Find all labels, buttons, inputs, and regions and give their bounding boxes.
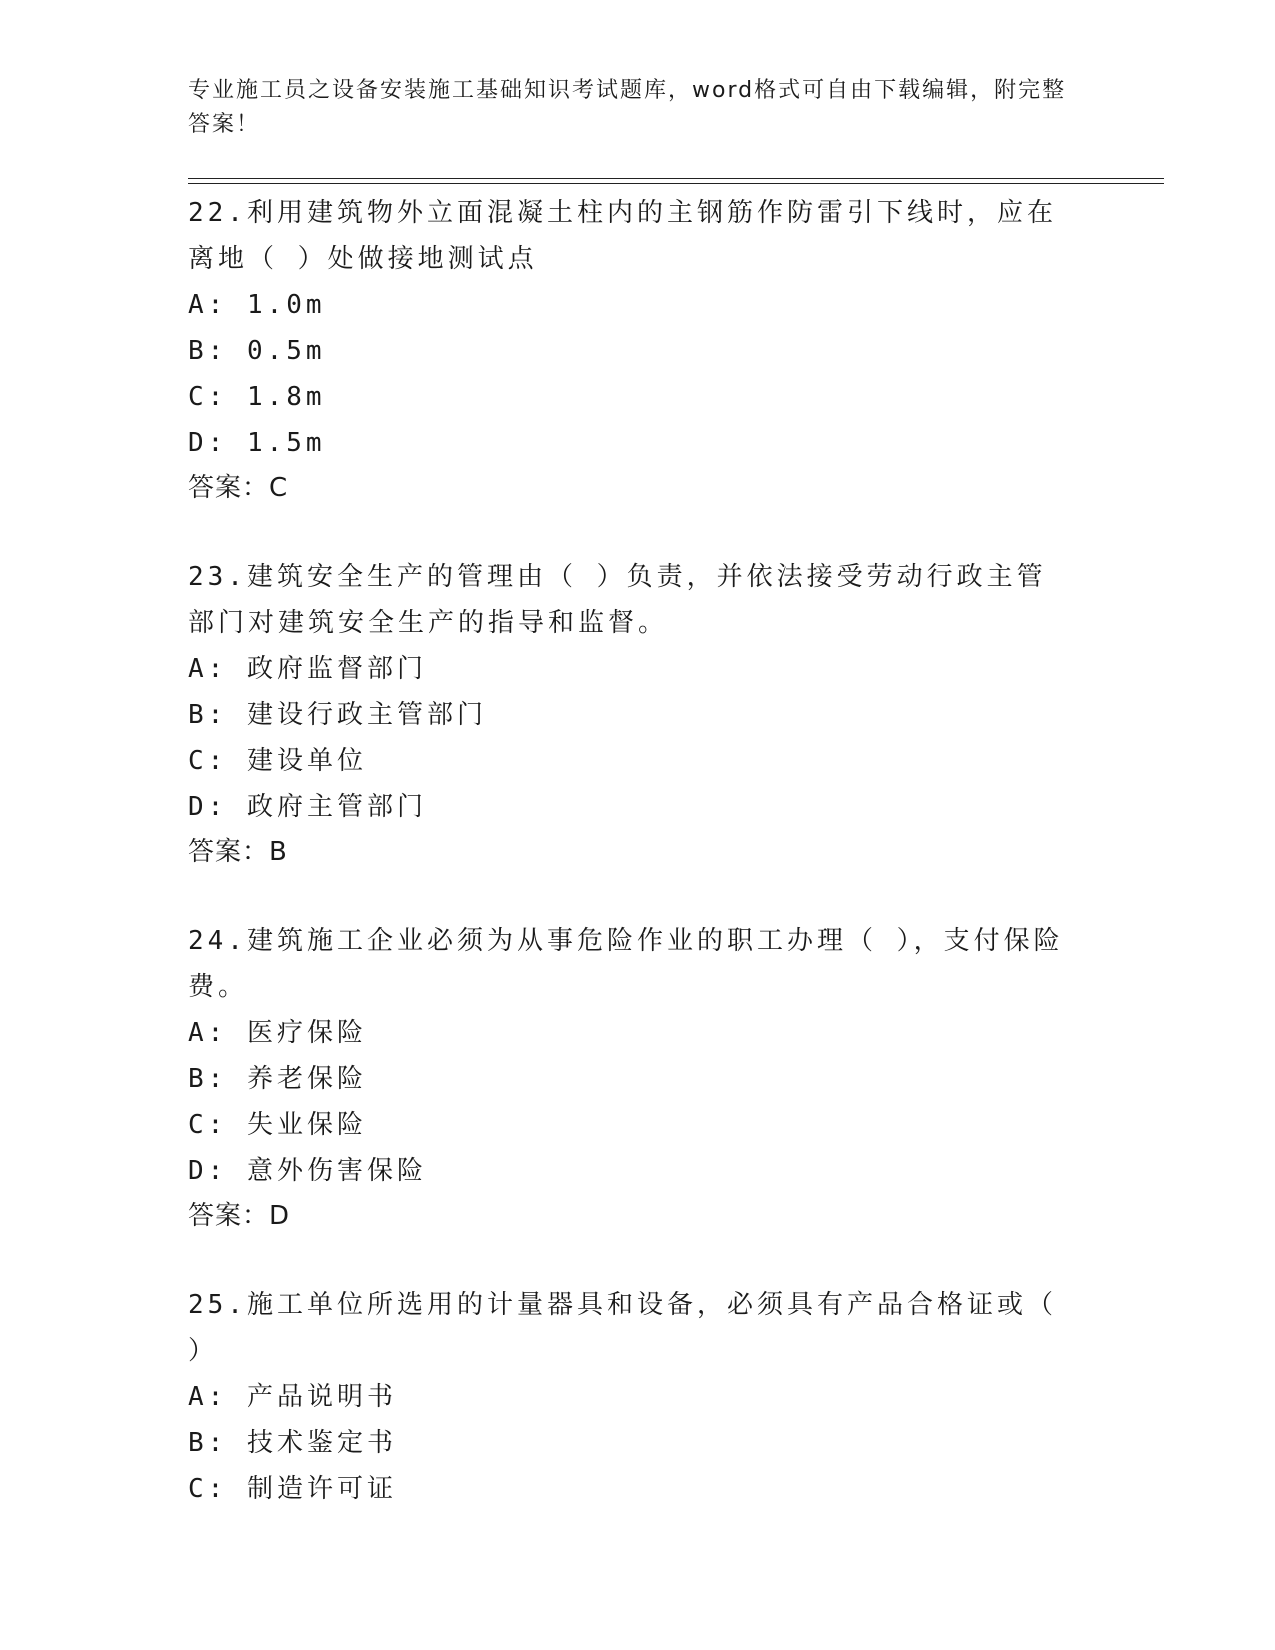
- question-23: [188, 554, 1068, 874]
- header-divider-top: [188, 178, 1164, 179]
- header-divider-bottom: [188, 183, 1164, 184]
- question-stem: 22.利用建筑物外立面混凝土柱内的主钢筋作防雷引下线时，应在离地（ ）处做接地测试点: [188, 198, 1057, 274]
- option-c: C: 制造许可证: [188, 1474, 397, 1504]
- question-24: [188, 918, 1068, 1238]
- question-stem: 24.建筑施工企业必须为从事危险作业的职工办理（ ），支付保险费。: [188, 926, 1064, 1002]
- option-a: A: 产品说明书: [188, 1382, 397, 1412]
- question-stem: 25.施工单位所选用的计量器具和设备，必须具有产品合格证或（ ）: [188, 1290, 1057, 1366]
- option-a: A: 政府监督部门: [188, 654, 427, 684]
- option-b: B: 养老保险: [188, 1064, 367, 1094]
- option-b: B: 技术鉴定书: [188, 1428, 397, 1458]
- question-25: [188, 1282, 1068, 1512]
- option-a: A: 1.0m: [188, 290, 326, 320]
- option-b: B: 建设行政主管部门: [188, 700, 487, 730]
- option-d: D: 意外伤害保险: [188, 1156, 427, 1186]
- option-d: D: 1.5m: [188, 428, 326, 458]
- option-c: C: 1.8m: [188, 382, 326, 412]
- option-c: C: 建设单位: [188, 746, 367, 776]
- answer: 答案：B: [188, 837, 288, 867]
- option-a: A: 医疗保险: [188, 1018, 367, 1048]
- option-d: D: 政府主管部门: [188, 792, 427, 822]
- question-stem: 23.建筑安全生产的管理由（ ）负责，并依法接受劳动行政主管部门对建筑安全生产的指导和监督。: [188, 562, 1047, 638]
- option-c: C: 失业保险: [188, 1110, 367, 1140]
- option-b: B: 0.5m: [188, 336, 326, 366]
- question-list: [188, 190, 1068, 1512]
- answer: 答案：C: [188, 473, 289, 503]
- document-header: 专业施工员之设备安装施工基础知识考试题库，word格式可自由下载编辑，附完整答案！: [188, 78, 1067, 137]
- question-22: [188, 190, 1068, 510]
- answer: 答案：D: [188, 1201, 291, 1231]
